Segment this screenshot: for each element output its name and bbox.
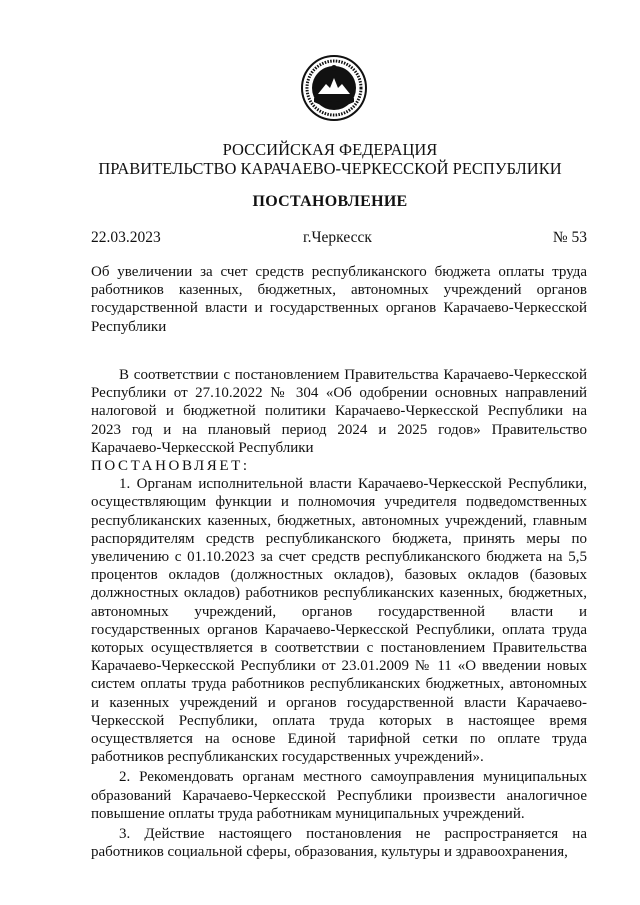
preamble-paragraph: В соответствии с постановлением Правительства Карачаево-Черкесской Республики от 27.10.2022 № 304 «Об одобрении основных направлений налоговой и бюджетной политики Карачаево-Черкесской Республики на 2023 год и на плановый период 2024 и 2025 годов» Правительство Карачаево-Черкесской Республики [91, 367, 587, 456]
document-city: г.Черкесск [303, 229, 372, 246]
document-type-title: ПОСТАНОВЛЕНИЕ [252, 193, 408, 210]
header-government: ПРАВИТЕЛЬСТВО КАРАЧАЕВО-ЧЕРКЕССКОЙ РЕСПУБЛИКИ [98, 159, 562, 178]
document-meta [91, 228, 587, 248]
item-1-paragraph: 1. Органам исполнительной власти Карачаево-Черкесской Республики, осуществляющим функции и полномочия учредителя подведомственных республиканских казенных, бюджетных, автономных учреждений, главным распорядителям средств республиканского бюджета, принять меры по увеличению с 01.10.2023 за счет средств республиканского бюджета на 5,5 процентов окладов (должностных окладов), базовых окладов (базовых должностных окладов) работников республиканских казенных, бюджетных, автономных учреждений, органов государственной власти и государственных органов Карачаево-Черкесской Республики, оплата труда которых осуществляется в соответствии с постановлением Правительства Карачаево-Черкесской Республики от 23.01.2009 № 11 «О введении новых систем оплаты труда работников республиканских бюджетных, автономных и казенных учреждений и органов государственной власти Карачаево-Черкесской Республики, оплата труда которых в настоящее время осуществляется на основе Единой тарифной сетки по оплате труда работников республиканских государственных учреждений». [91, 476, 587, 766]
document-date: 22.03.2023 [91, 229, 161, 246]
decree-word: ПОСТАНОВЛЯЕТ: [91, 458, 250, 475]
document-number: № 53 [552, 229, 587, 246]
document-body [91, 366, 587, 861]
header-country: РОССИЙСКАЯ ФЕДЕРАЦИЯ [222, 140, 438, 159]
document-subject: Об увеличении за счет средств республиканского бюджета оплаты труда работников казенных, бюджетных, автономных учреждений органов государственной власти и государственных органов Карачаево-Черкесской Республики [91, 264, 587, 335]
coat-of-arms-emblem [300, 54, 368, 122]
item-2-paragraph: 2. Рекомендовать органам местного самоуправления муниципальных образований Карачаево-Черкесской Республики произвести аналогичное повышение оплаты труда работникам муниципальных учреждений. [91, 769, 587, 822]
item-3-paragraph: 3. Действие настоящего постановления не распространяется на работников социальной сферы, образования, культуры и здравоохранения, [91, 826, 587, 861]
